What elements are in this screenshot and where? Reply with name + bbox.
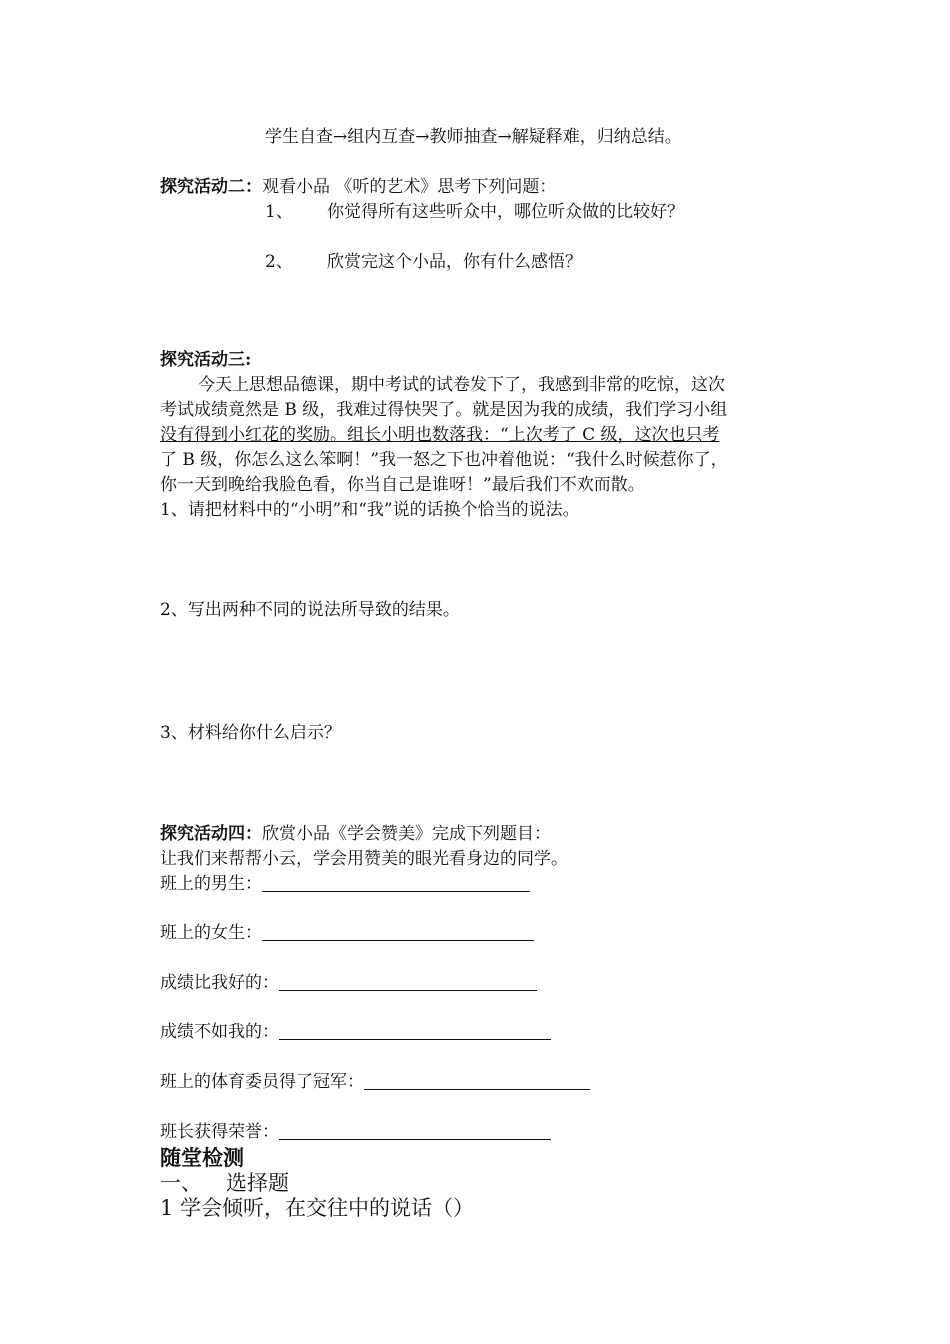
answer-blank[interactable] [364, 1071, 590, 1090]
quiz-section-heading [160, 1170, 289, 1196]
activity3-question-2: 2、写出两种不同的说法所导致的结果。 [160, 600, 460, 620]
quiz-section-num: 一、 [160, 1171, 202, 1195]
activity4-intro: 让我们来帮帮小云，学会用赞美的眼光看身边的同学。 [160, 849, 568, 869]
fill-blank-label: 成绩不如我的： [160, 1022, 279, 1042]
activity4-text: 欣赏小品《学会赞美》完成下列题目： [262, 824, 551, 844]
activity2-q2-text: 欣赏完这个小品，你有什么感悟？ [327, 252, 582, 272]
quiz-question-1: 1 学会倾听，在交往中的说话（） [160, 1196, 475, 1220]
activity3-paragraph-line-3: 没有得到小红花的奖励。组长小明也数落我：“上次考了 C 级，这次也只考 [160, 425, 720, 445]
flow-line: 学生自查→组内互查→教师抽查→解疑释难，归纳总结。 [265, 127, 682, 147]
quiz-title: 随堂检测 [160, 1145, 244, 1170]
activity3-paragraph-line-2: 考试成绩竟然是 B 级，我难过得快哭了。就是因为我的成绩，我们学习小组 [160, 400, 728, 420]
fill-blank-row [160, 972, 537, 994]
activity3-question-3: 3、材料给你什么启示？ [160, 723, 341, 743]
activity2-question-2 [265, 251, 582, 273]
fill-blank-row [160, 1071, 590, 1093]
fill-blank-label: 班上的男生： [160, 874, 262, 894]
activity3-question-1: 1、请把材料中的“小明”和“我”说的话换个恰当的说法。 [160, 500, 580, 520]
activity4-label: 探究活动四： [160, 824, 262, 844]
answer-blank[interactable] [262, 922, 534, 941]
activity2-text: 观看小品 《听的艺术》思考下列问题： [262, 177, 557, 197]
fill-blank-label: 班上的体育委员得了冠军： [160, 1072, 364, 1092]
fill-blank-label: 班长获得荣誉： [160, 1122, 279, 1142]
activity2-q1-num: 1、 [265, 202, 293, 222]
activity3-paragraph-line-5: 你一天到晚给我脸色看，你当自己是谁呀！”最后我们不欢而散。 [160, 475, 645, 495]
activity4-heading [160, 823, 551, 845]
activity3-paragraph-line-1: 今天上思想品德课，期中考试的试卷发下了，我感到非常的吃惊，这次 [198, 375, 725, 395]
answer-blank[interactable] [262, 873, 530, 892]
fill-blank-row [160, 1021, 551, 1043]
fill-blank-row [160, 1121, 551, 1143]
activity2-heading [160, 176, 556, 198]
activity2-q1-text: 你觉得所有这些听众中，哪位听众做的比较好？ [327, 202, 684, 222]
answer-blank[interactable] [279, 972, 537, 991]
fill-blank-row [160, 873, 530, 895]
fill-blank-row [160, 922, 534, 944]
answer-blank[interactable] [279, 1121, 551, 1140]
fill-blank-label: 成绩比我好的： [160, 973, 279, 993]
activity2-label: 探究活动二： [160, 177, 262, 197]
activity3-label: 探究活动三: [160, 350, 252, 370]
activity3-paragraph-line-4: 了 B 级，你怎么这么笨啊！”我一怒之下也冲着他说：“我什么时候惹你了， [160, 450, 728, 470]
activity2-question-1 [265, 201, 684, 223]
quiz-section-title: 选择题 [226, 1171, 289, 1195]
answer-blank[interactable] [279, 1021, 551, 1040]
fill-blank-label: 班上的女生： [160, 923, 262, 943]
activity2-q2-num: 2、 [265, 252, 293, 272]
